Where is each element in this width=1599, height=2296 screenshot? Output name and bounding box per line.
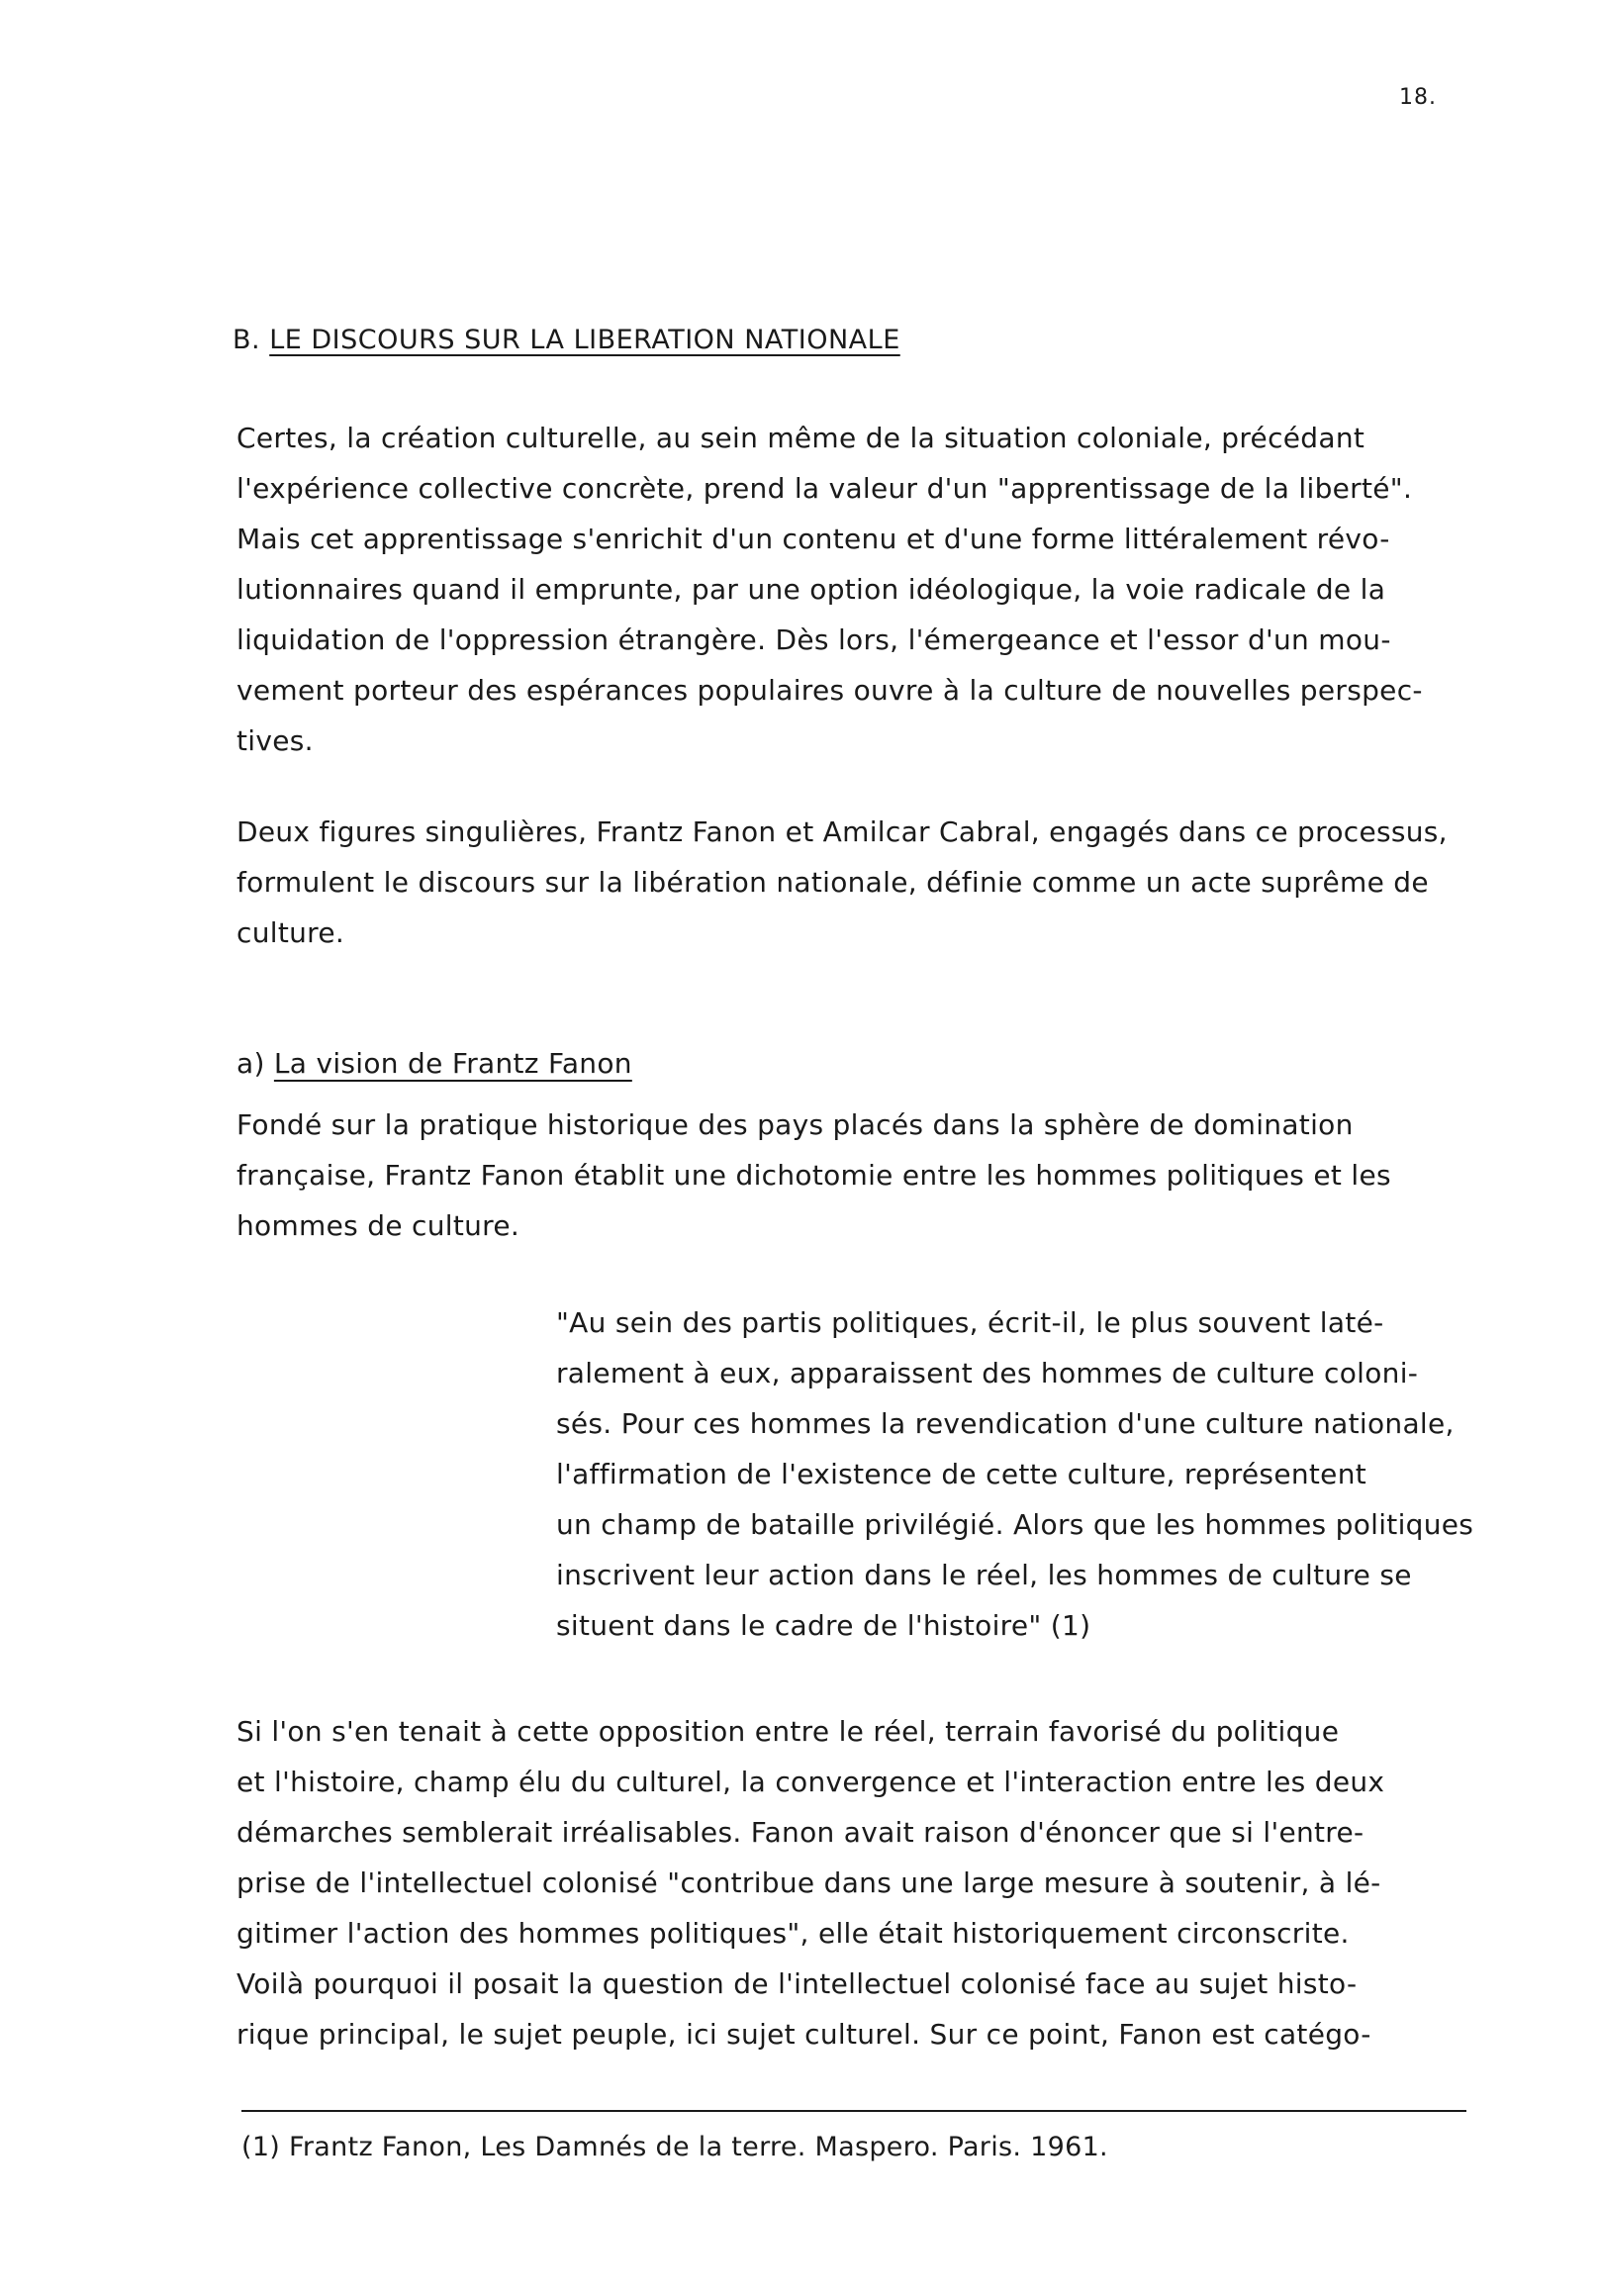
quote-line: ralement à eux, apparaissent des hommes de culture coloni- — [556, 1357, 1419, 1389]
text-line: Si l'on s'en tenait à cette opposition entre le réel, terrain favorisé du politique — [236, 1715, 1340, 1748]
paragraph-2 — [236, 807, 1543, 958]
section-heading — [233, 325, 900, 355]
quote-line: "Au sein des partis politiques, écrit-il, le plus souvent laté- — [556, 1306, 1384, 1339]
text-line: gitimer l'action des hommes politiques", elle était historiquement circonscrite. — [236, 1917, 1350, 1950]
subsection-heading — [236, 1047, 632, 1080]
paragraph-1 — [236, 413, 1543, 766]
text-line: l'expérience collective concrète, prend la valeur d'un "apprentissage de la liberté". — [236, 472, 1413, 505]
quote-line: inscrivent leur action dans le réel, les hommes de culture se — [556, 1559, 1412, 1591]
text-line: Certes, la création culturelle, au sein même de la situation coloniale, précédant — [236, 422, 1365, 454]
text-line: rique principal, le sujet peuple, ici sujet culturel. Sur ce point, Fanon est catégo- — [236, 2018, 1371, 2051]
text-line: et l'histoire, champ élu du culturel, la convergence et l'interaction entre les deux — [236, 1766, 1385, 1798]
text-line: hommes de culture. — [236, 1209, 520, 1242]
footnote: (1) Frantz Fanon, Les Damnés de la terre. Maspero. Paris. 1961. — [241, 2132, 1108, 2162]
text-line: Mais cet apprentissage s'enrichit d'un contenu et d'une forme littéralement révo- — [236, 523, 1390, 555]
subsection-label: a) — [236, 1047, 265, 1080]
text-line: liquidation de l'oppression étrangère. Dès lors, l'émergeance et l'essor d'un mou- — [236, 623, 1391, 656]
quote-line: un champ de bataille privilégié. Alors que les hommes politiques — [556, 1508, 1474, 1541]
block-quote — [556, 1297, 1522, 1651]
text-line: culture. — [236, 916, 345, 949]
text-line: formulent le discours sur la libération nationale, définie comme un acte suprême de — [236, 866, 1429, 899]
section-title: LE DISCOURS SUR LA LIBERATION NATIONALE — [269, 325, 900, 355]
section-label: B. — [233, 325, 261, 355]
text-line: lutionnaires quand il emprunte, par une option idéologique, la voie radicale de la — [236, 573, 1386, 606]
quote-line: situent dans le cadre de l'histoire" (1) — [556, 1609, 1091, 1642]
text-line: tives. — [236, 724, 314, 757]
quote-line: l'affirmation de l'existence de cette culture, représentent — [556, 1458, 1367, 1490]
subsection-title: La vision de Frantz Fanon — [273, 1047, 632, 1080]
text-line: Fondé sur la pratique historique des pays placés dans la sphère de domination — [236, 1108, 1354, 1141]
text-line: prise de l'intellectuel colonisé "contribue dans une large mesure à soutenir, à lé- — [236, 1866, 1381, 1899]
paragraph-4 — [236, 1706, 1543, 2059]
paragraph-3 — [236, 1100, 1543, 1251]
footnote-divider — [241, 2110, 1466, 2112]
text-line: démarches semblerait irréalisables. Fanon avait raison d'énoncer que si l'entre- — [236, 1816, 1364, 1849]
text-line: vement porteur des espérances populaires ouvre à la culture de nouvelles perspec- — [236, 674, 1423, 707]
page-number: 18. — [1399, 85, 1437, 110]
quote-line: sés. Pour ces hommes la revendication d'une culture nationale, — [556, 1407, 1455, 1440]
text-line: Voilà pourquoi il posait la question de l'intellectuel colonisé face au sujet histo- — [236, 1967, 1358, 2000]
text-line: Deux figures singulières, Frantz Fanon et Amilcar Cabral, engagés dans ce processus, — [236, 815, 1448, 848]
text-line: française, Frantz Fanon établit une dichotomie entre les hommes politiques et les — [236, 1159, 1391, 1192]
